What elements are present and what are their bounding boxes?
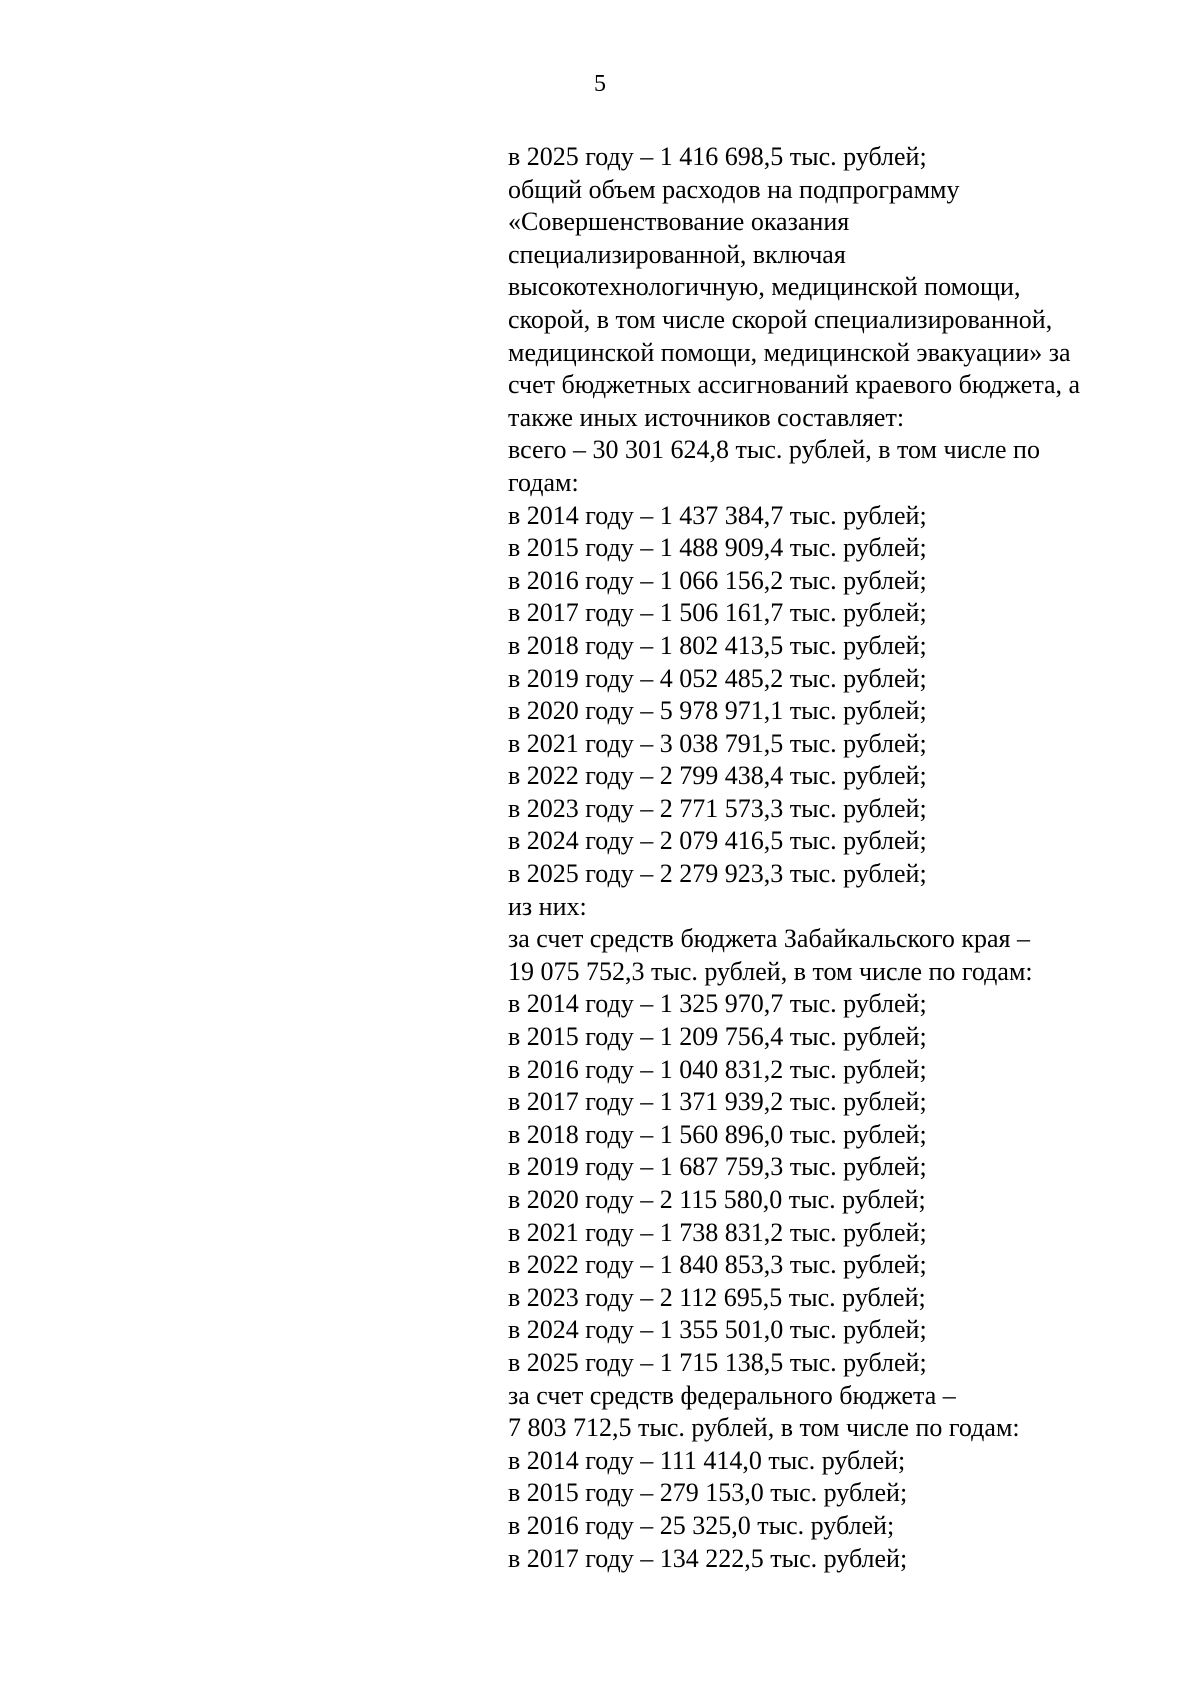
- text-line: также иных источников составляет:: [508, 402, 905, 432]
- text-line: из них:: [508, 891, 587, 921]
- text-line: в 2023 году – 2 771 573,3 тыс. рублей;: [508, 793, 927, 823]
- text-line: в 2018 году – 1 560 896,0 тыс. рублей;: [508, 1119, 927, 1149]
- text-line: общий объем расходов на подпрограмму: [508, 174, 960, 204]
- text-line: в 2014 году – 1 437 384,7 тыс. рублей;: [508, 500, 927, 530]
- text-line: в 2016 году – 1 066 156,2 тыс. рублей;: [508, 565, 927, 595]
- text-line: в 2022 году – 1 840 853,3 тыс. рублей;: [508, 1250, 927, 1280]
- text-line: в 2024 году – 1 355 501,0 тыс. рублей;: [508, 1315, 927, 1345]
- text-line: в 2020 году – 5 978 971,1 тыс. рублей;: [508, 696, 927, 726]
- text-line: 19 075 752,3 тыс. рублей, в том числе по годам:: [508, 956, 1033, 986]
- text-line: в 2018 году – 1 802 413,5 тыс. рублей;: [508, 630, 927, 660]
- text-line: 7 803 712,5 тыс. рублей, в том числе по годам:: [508, 1413, 1020, 1443]
- text-line: годам:: [508, 467, 579, 497]
- text-line: в 2017 году – 1 371 939,2 тыс. рублей;: [508, 1087, 927, 1117]
- page-number: 5: [594, 71, 606, 97]
- body-text: [508, 141, 1180, 1575]
- text-line: в 2016 году – 1 040 831,2 тыс. рублей;: [508, 1054, 927, 1084]
- text-line: «Совершенствование оказания: [508, 207, 850, 237]
- text-line: в 2022 году – 2 799 438,4 тыс. рублей;: [508, 761, 927, 791]
- text-line: в 2015 году – 1 488 909,4 тыс. рублей;: [508, 533, 927, 563]
- text-line: в 2014 году – 111 414,0 тыс. рублей;: [508, 1445, 906, 1475]
- text-line: специализированной, включая: [508, 239, 846, 269]
- text-line: в 2016 году – 25 325,0 тыс. рублей;: [508, 1510, 895, 1540]
- text-line: в 2019 году – 1 687 759,3 тыс. рублей;: [508, 1152, 927, 1182]
- text-line: за счет средств бюджета Забайкальского края –: [508, 924, 1030, 954]
- text-line: в 2019 году – 4 052 485,2 тыс. рублей;: [508, 663, 927, 693]
- text-line: в 2015 году – 279 153,0 тыс. рублей;: [508, 1478, 908, 1508]
- text-line: в 2025 году – 1 715 138,5 тыс. рублей;: [508, 1347, 927, 1377]
- text-line: в 2021 году – 3 038 791,5 тыс. рублей;: [508, 728, 927, 758]
- text-line: в 2025 году – 2 279 923,3 тыс. рублей;: [508, 859, 927, 889]
- text-line: в 2021 году – 1 738 831,2 тыс. рублей;: [508, 1217, 927, 1247]
- text-line: скорой, в том числе скорой специализированной,: [508, 304, 1053, 334]
- text-line: в 2017 году – 1 506 161,7 тыс. рублей;: [508, 598, 927, 628]
- text-line: счет бюджетных ассигнований краевого бюджета, а: [508, 370, 1081, 400]
- text-line: в 2014 году – 1 325 970,7 тыс. рублей;: [508, 989, 927, 1019]
- text-line: в 2025 году – 1 416 698,5 тыс. рублей;: [508, 142, 927, 171]
- text-line: в 2020 году – 2 115 580,0 тыс. рублей;: [508, 1185, 926, 1214]
- text-line: в 2015 году – 1 209 756,4 тыс. рублей;: [508, 1022, 927, 1052]
- text-line: высокотехнологичную, медицинской помощи,: [508, 272, 1021, 302]
- text-line: в 2017 году – 134 222,5 тыс. рублей;: [508, 1543, 908, 1573]
- text-line: в 2024 году – 2 079 416,5 тыс. рублей;: [508, 826, 927, 856]
- text-line: за счет средств федерального бюджета –: [508, 1380, 956, 1410]
- text-line: в 2023 году – 2 112 695,5 тыс. рублей;: [508, 1282, 926, 1312]
- text-line: всего – 30 301 624,8 тыс. рублей, в том числе по: [508, 435, 1040, 465]
- text-line: медицинской помощи, медицинской эвакуации» за: [508, 337, 1071, 367]
